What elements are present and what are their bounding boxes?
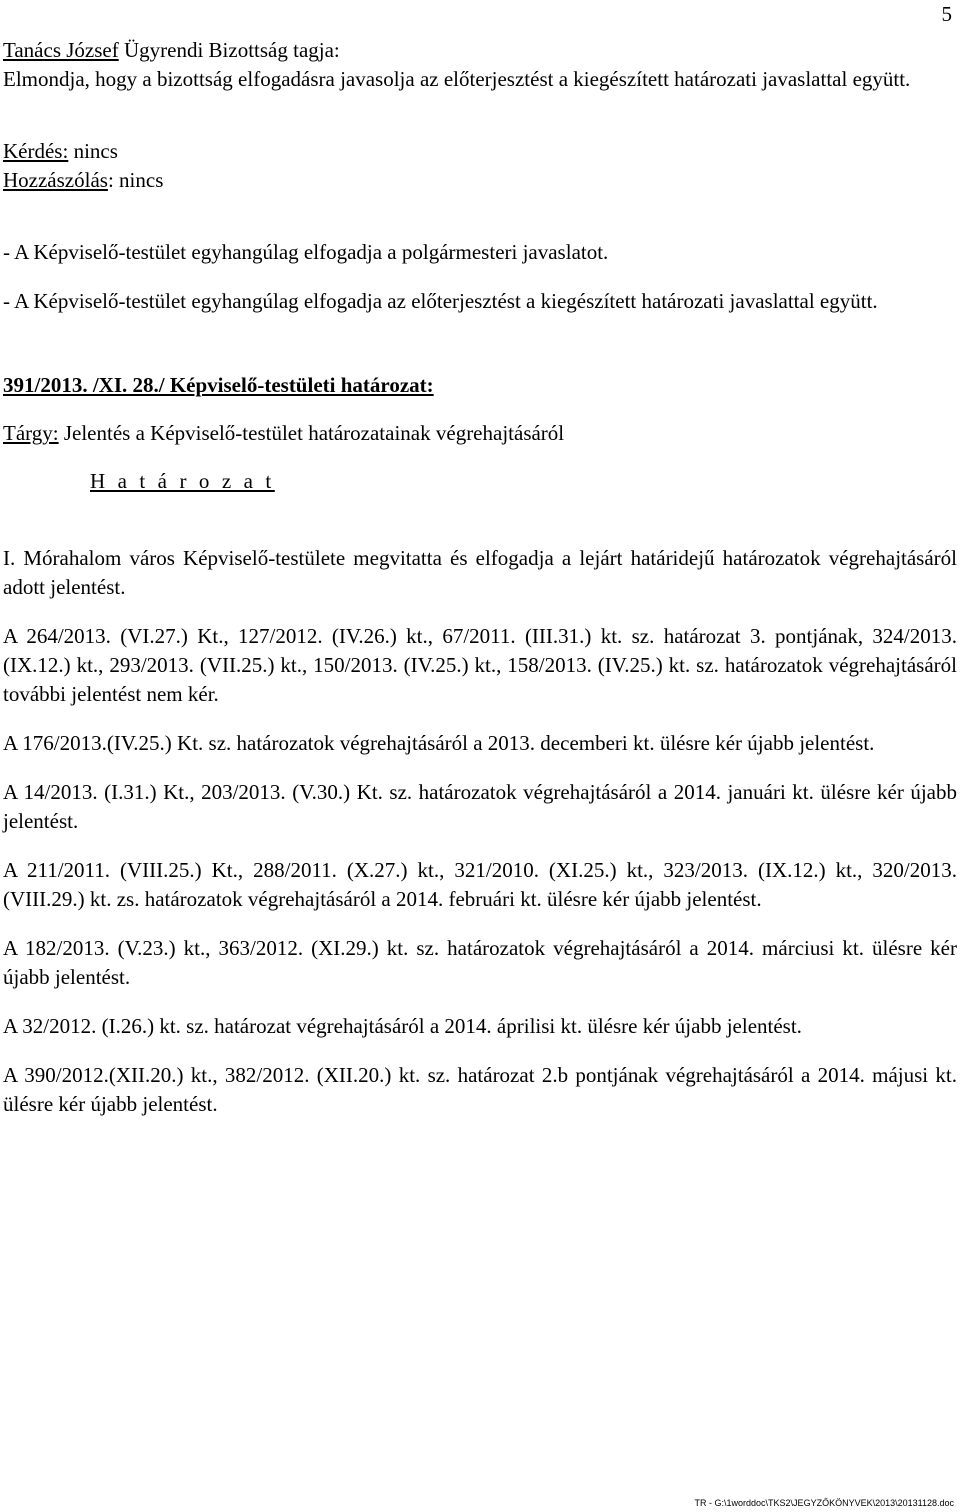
file-path-footer: TR - G:\1worddoc\TKS2\JEGYZŐKÖNYVEK\2013\20131128.doc [694, 1498, 954, 1508]
speaker-role: Ügyrendi Bizottság tagja: [118, 38, 340, 62]
page-number: 5 [941, 2, 952, 26]
resolution-heading: 391/2013. /XI. 28./ Képviselő-testületi határozat: [3, 373, 434, 397]
paragraph-no-further-report: A 264/2013. (VI.27.) Kt., 127/2012. (IV.26.) kt., 67/2011. (III.31.) kt. sz. határozat 3. pontjának, 324/2013. (IX.12.) kt., 293/2013. (VII.25.) kt., 150/2013. (IV.25.) kt., 158/2013. (IV.25.) kt. sz. határozatok végrehajtásáról további jelentést nem kér. [3, 624, 957, 706]
paragraph-december: A 176/2013.(IV.25.) Kt. sz. határozatok végrehajtásáról a 2013. decemberi kt. ülésre kér újabb jelentést. [3, 731, 875, 755]
paragraph-february: A 211/2011. (VIII.25.) Kt., 288/2011. (X.27.) kt., 321/2010. (XI.25.) kt., 323/2013. (IX.12.) kt., 320/2013. (VIII.29.) kt. zs. határozatok végrehajtásáról a 2014. februári kt. ülésre kér újabb jelentést. [3, 858, 957, 911]
paragraph-january: A 14/2013. (I.31.) Kt., 203/2013. (V.30.) Kt. sz. határozatok végrehajtásáról a 2014. januári kt. ülésre kér újabb jelentést. [3, 780, 957, 833]
paragraph-may: A 390/2012.(XII.20.) kt., 382/2012. (XII.20.) kt. sz. határozat 2.b pontjának végrehajtásáról a 2014. májusi kt. ülésre kér újabb jelentést. [3, 1063, 957, 1116]
subject-line [3, 419, 957, 448]
paragraph-april: A 32/2012. (I.26.) kt. sz. határozat végrehajtásáról a 2014. áprilisi kt. ülésre kér újabb jelentést. [3, 1014, 802, 1038]
subject-value: Jelentés a Képviselő-testület határozatainak végrehajtásáról [58, 421, 565, 445]
hatarozat-title: H a t á r o z a t [90, 469, 275, 493]
hozzaszolas-line [3, 166, 957, 195]
subject-label: Tárgy: [3, 421, 59, 445]
vote-eloterjesztes: - A Képviselő-testület egyhangúlag elfogadja az előterjesztést a kiegészített határozati javaslattal együtt. [3, 289, 878, 313]
hozzaszolas-label: Hozzászólás [3, 168, 108, 192]
kerdes-label: Kérdés: [3, 139, 69, 163]
speaker-name: Tanács József [3, 38, 119, 62]
paragraph-march: A 182/2013. (V.23.) kt., 363/2012. (XI.29.) kt. sz. határozatok végrehajtásáról a 2014. márciusi kt. ülésre kér újabb jelentést. [3, 936, 957, 989]
hozzaszolas-value: : nincs [107, 168, 164, 192]
kerdes-line [3, 137, 957, 166]
vote-polgarmesteri: - A Képviselő-testület egyhangúlag elfogadja a polgármesteri javaslatot. [3, 240, 609, 264]
document-body [3, 36, 957, 1119]
kerdes-value: nincs [68, 139, 118, 163]
speaker-line [3, 36, 957, 65]
speaker-statement: Elmondja, hogy a bizottság elfogadásra javasolja az előterjesztést a kiegészített határozati javaslattal együtt. [3, 67, 911, 91]
paragraph-i: I. Mórahalom város Képviselő-testülete megvitatta és elfogadja a lejárt határidejű határozatok végrehajtásáról adott jelentést. [3, 546, 957, 599]
